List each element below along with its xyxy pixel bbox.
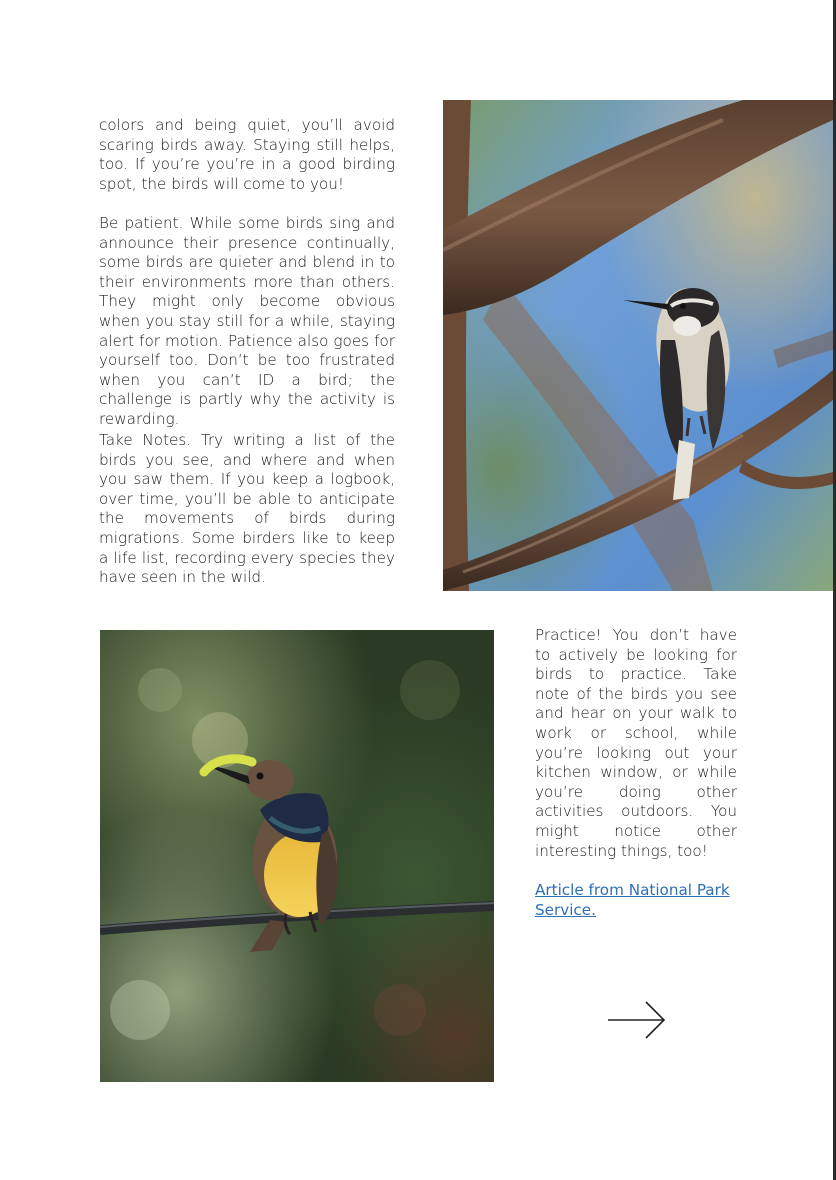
paragraph-practice: Practice! You don’t have to actively be looking for birds to practice. Take note of the birds you see and hear on your walk to work or school, while you’re looking out your kitchen window, or while you’re doing other activities outdoors. You might notice other interesting things, too! — [535, 626, 737, 860]
sunbird-on-wire-photo — [100, 630, 494, 1082]
source-link[interactable]: Article from National Park Service. — [535, 881, 730, 919]
arrow-right-icon[interactable] — [606, 1000, 668, 1042]
bird-on-branch-photo — [443, 100, 833, 591]
paragraph-patience: Be patient. While some birds sing and announce their presence continually, some birds are quieter and blend in to their environments more than others. They might only become obvious when you stay still for a while, staying alert for motion. Patience also goes for yourself too. Don’t be too frustrated when you can’t ID a bird; the challenge is partly why the activity is rewarding. — [99, 214, 395, 428]
paragraph-quiet: colors and being quiet, you’ll avoid scaring birds away. Staying still helps, too. If you’re you’re in a good birding spot, the birds will come to you! — [99, 116, 395, 193]
paragraph-take-notes: Take Notes. Try writing a list of the birds you see, and where and when you saw them. If you keep a logbook, over time, you’ll be able to anticipate the movements of birds during migrations. Some birders like to keep a life list, recording every species they have seen in the wild. — [99, 431, 395, 587]
